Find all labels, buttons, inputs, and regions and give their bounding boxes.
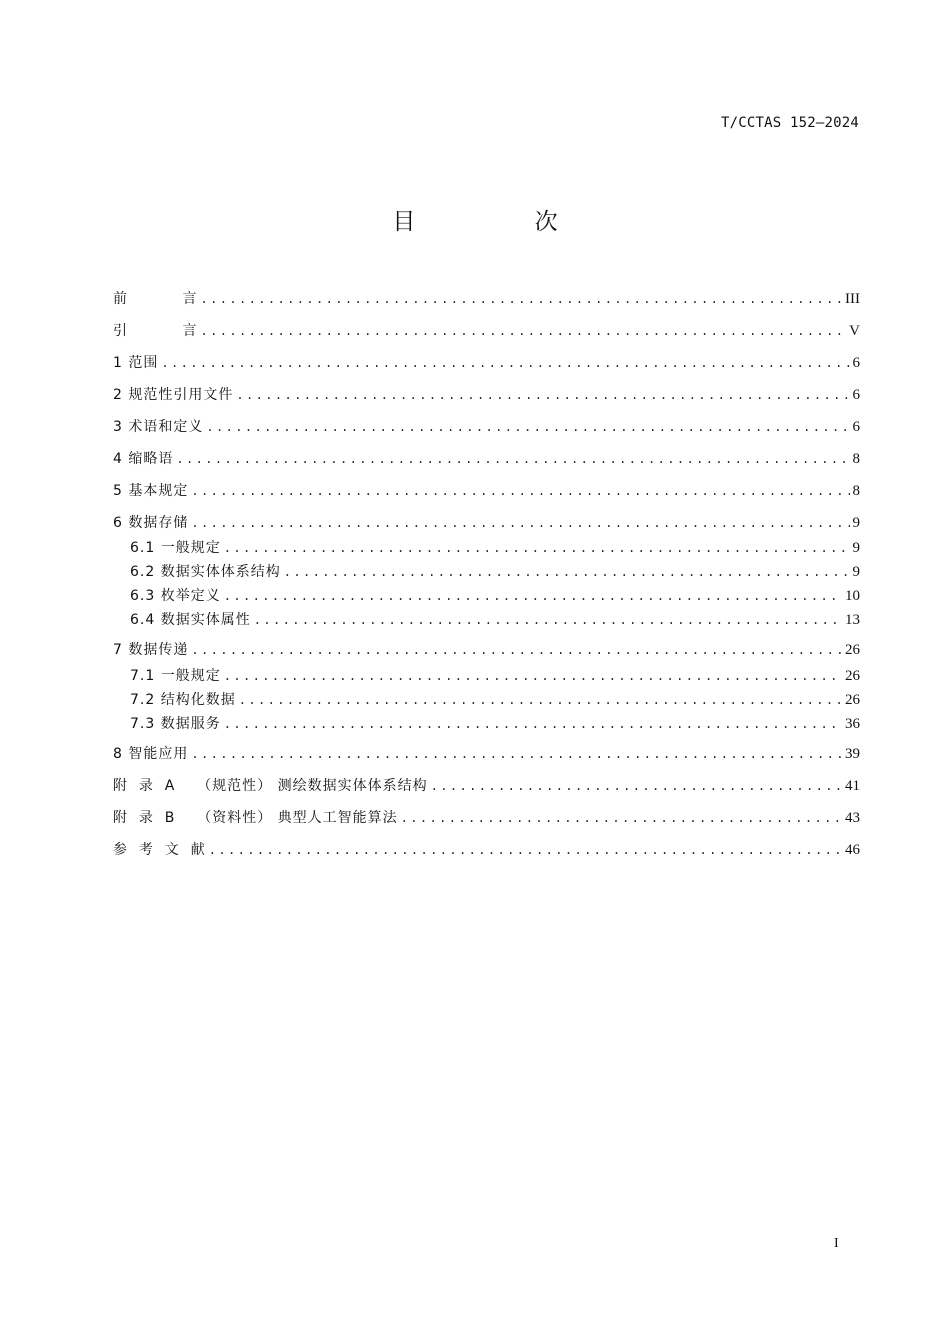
- toc-entry-basic-provisions[interactable]: [113, 481, 860, 501]
- toc-entry-page: 9: [852, 540, 860, 556]
- toc-entry-title: 5 基本规定: [113, 483, 189, 499]
- toc-entry-7-2[interactable]: [130, 690, 860, 710]
- toc-leader: [224, 714, 842, 734]
- toc-entry-7-3[interactable]: [130, 714, 860, 734]
- toc-entry-page: 9: [852, 515, 860, 531]
- toc-entry-page: 9: [852, 564, 860, 580]
- toc-entry-title: 7.3 数据服务: [130, 716, 221, 732]
- toc-leader: [176, 449, 849, 469]
- toc-entry-page: 8: [852, 483, 860, 499]
- toc-entry-title: 7 数据传递: [113, 642, 189, 658]
- toc-entry-page: 26: [845, 668, 860, 684]
- toc-entry-title: 前 言: [113, 291, 198, 307]
- toc-leader: [224, 586, 842, 606]
- toc-entry-page: 6: [852, 355, 860, 371]
- header-doc-code: T/CCTAS 152—2024: [720, 115, 859, 131]
- toc-entry-6-3[interactable]: [130, 586, 860, 606]
- toc-entry-page: V: [849, 323, 860, 339]
- toc-entry-title: 6.1 一般规定: [130, 540, 221, 556]
- toc-entry-scope[interactable]: [113, 353, 860, 373]
- toc-leader: [191, 744, 842, 764]
- toc-entry-introduction[interactable]: [113, 321, 860, 341]
- toc-leader: [191, 481, 849, 501]
- toc-leader: [201, 289, 842, 309]
- toc-entry-data-transfer[interactable]: [113, 640, 860, 660]
- toc-entry-page: 39: [845, 746, 860, 762]
- toc-entry-page: 46: [845, 842, 860, 858]
- toc-entry-title: 2 规范性引用文件: [113, 387, 234, 403]
- toc-entry-title: 8 智能应用: [113, 746, 189, 762]
- toc-leader: [206, 417, 849, 437]
- toc-entry-page: 6: [852, 419, 860, 435]
- toc-entry-abbreviations[interactable]: [113, 449, 860, 469]
- toc-leader: [224, 538, 850, 558]
- toc-leader: [191, 513, 849, 533]
- toc-entry-data-storage[interactable]: [113, 513, 860, 533]
- toc-entry-bibliography[interactable]: [113, 840, 860, 860]
- toc-entry-foreword[interactable]: [113, 289, 860, 309]
- toc-entry-terms-definitions[interactable]: [113, 417, 860, 437]
- toc-entry-appendix-a[interactable]: [113, 776, 860, 796]
- toc-entry-appendix-b[interactable]: [113, 808, 860, 828]
- footer-page-number: I: [834, 1236, 839, 1251]
- toc-entry-title: 参 考 文 献: [113, 842, 206, 858]
- toc-entry-6-1[interactable]: [130, 538, 860, 558]
- toc-entry-title: 1 范围: [113, 355, 159, 371]
- toc-entry-intelligent-application[interactable]: [113, 744, 860, 764]
- toc-entry-page: 8: [852, 451, 860, 467]
- toc-leader: [201, 321, 847, 341]
- toc-entry-title: 3 术语和定义: [113, 419, 204, 435]
- toc-entry-title: 6.2 数据实体体系结构: [130, 564, 281, 580]
- toc-entry-title: 4 缩略语: [113, 451, 174, 467]
- toc-entry-title: 7.1 一般规定: [130, 668, 221, 684]
- toc-entry-page: 43: [845, 810, 860, 826]
- toc-leader: [284, 562, 850, 582]
- toc-leader: [191, 640, 842, 660]
- toc-leader: [236, 385, 849, 405]
- toc-entry-title: 7.2 结构化数据: [130, 692, 236, 708]
- toc-entry-title: 附 录 A （规范性） 测绘数据实体体系结构: [113, 778, 428, 794]
- toc-leader: [224, 666, 842, 686]
- toc-entry-title: 引 言: [113, 323, 198, 339]
- toc-entry-page: 13: [845, 612, 860, 628]
- toc-leader: [161, 353, 849, 373]
- toc-entry-page: 26: [845, 692, 860, 708]
- toc-leader: [239, 690, 842, 710]
- toc-entry-page: 6: [852, 387, 860, 403]
- toc-entry-normative-references[interactable]: [113, 385, 860, 405]
- toc-entry-7-1[interactable]: [130, 666, 860, 686]
- toc-entry-title: 附 录 B （资料性） 典型人工智能算法: [113, 810, 398, 826]
- toc-leader: [254, 610, 842, 630]
- toc-leader: [209, 840, 842, 860]
- toc-entry-title: 6.3 枚举定义: [130, 588, 221, 604]
- toc-entry-6-4[interactable]: [130, 610, 860, 630]
- toc-entry-page: 36: [845, 716, 860, 732]
- toc-entry-page: 10: [845, 588, 860, 604]
- toc-entry-6-2[interactable]: [130, 562, 860, 582]
- toc-entry-title: 6.4 数据实体属性: [130, 612, 251, 628]
- page-title: 目 次: [392, 209, 614, 235]
- toc-entry-page: III: [845, 291, 860, 307]
- toc-leader: [431, 776, 842, 796]
- toc-entry-title: 6 数据存储: [113, 515, 189, 531]
- toc-leader: [401, 808, 842, 828]
- toc-entry-page: 41: [845, 778, 860, 794]
- toc-entry-page: 26: [845, 642, 860, 658]
